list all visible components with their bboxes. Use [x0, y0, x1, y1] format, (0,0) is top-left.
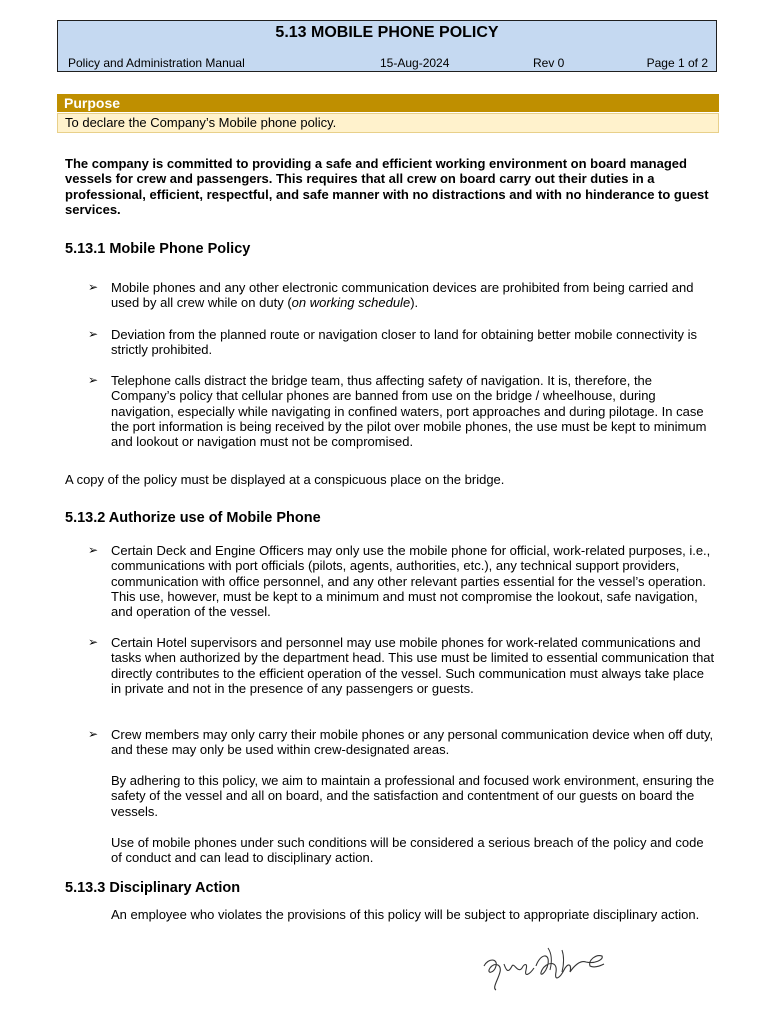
list-item: [88, 543, 716, 619]
page-title: 5.13 MOBILE PHONE POLICY: [275, 24, 499, 41]
intro-paragraph: The company is committed to providing a safe and efficient working environment on board managed vessels for crew and passengers. This requires that all crew on board carry out their duties in a professional, efficient, respectful, and safe manner with no distractions and with no hinderance to guest services.: [65, 156, 709, 217]
revision: Rev 0: [533, 56, 565, 70]
bullet-arrow-icon: ➢: [88, 543, 99, 557]
section-heading-5-13-3: 5.13.3 Disciplinary Action: [65, 880, 241, 896]
bullet-arrow-icon: ➢: [88, 373, 99, 387]
list-item: [88, 280, 716, 311]
list-item: [88, 727, 716, 758]
purpose-label: Purpose: [57, 94, 719, 112]
policy-display-note: A copy of the policy must be displayed at a conspicuous place on the bridge.: [65, 472, 505, 487]
bullet-text-end: ).: [410, 295, 419, 311]
disciplinary-text: An employee who violates the provisions of this policy will be subject to appropriate disciplinary action.: [111, 907, 700, 922]
bullet-emphasis: on working schedule: [291, 295, 411, 311]
issue-date: 15-Aug-2024: [380, 56, 450, 70]
list-item: [88, 373, 716, 449]
signature-icon: [478, 944, 608, 994]
bullet-arrow-icon: ➢: [88, 280, 99, 294]
section-heading-5-13-2: 5.13.2 Authorize use of Mobile Phone: [65, 510, 321, 526]
bullet-text: Deviation from the planned route or navigation closer to land for obtaining better mobile connectivity is strictly prohibited.: [111, 327, 698, 358]
bullet-text: Certain Hotel supervisors and personnel may use mobile phones for work-related communications and tasks when authorized by the department head. This use must be limited to essential communication that directly contributes to the efficient operation of the vessel. Such communication must always take place in private and not in the presence of any passengers or guests.: [111, 635, 715, 696]
bullet-arrow-icon: ➢: [88, 327, 99, 341]
bullet-text: Certain Deck and Engine Officers may only use the mobile phone for official, work-related purposes, i.e., communications with port officials (pilots, agents, authorities, etc.), any technical support providers, communication with office personnel, and any other relevant parties essential for the vessel’s operation. This use, however, must be kept to a minimum and must not compromise the lookout, safe navigation, and operation of the vessel.: [111, 543, 711, 620]
bullet-arrow-icon: ➢: [88, 727, 99, 741]
manual-name: Policy and Administration Manual: [68, 56, 245, 70]
purpose-text: To declare the Company’s Mobile phone policy.: [57, 113, 719, 133]
breach-paragraph: Use of mobile phones under such conditions will be considered a serious breach of the policy and code of conduct and can lead to disciplinary action.: [111, 835, 704, 866]
list-item: [88, 327, 716, 358]
document-header: [57, 20, 717, 72]
policy-aim-paragraph: By adhering to this policy, we aim to maintain a professional and focused work environment, ensuring the safety of the vessel and all on board, and the satisfaction and contentment of our guests on board the vessels.: [111, 773, 715, 819]
list-item: [88, 635, 716, 696]
bullet-text: Telephone calls distract the bridge team, thus affecting safety of navigation. It is, therefore, the Company’s policy that cellular phones are banned from use on the bridge / wheelhouse, during navigation, especially while navigating in confined waters, port approaches and during pilotage. In case the port information is being received by the pilot over mobile phones, the use must be kept to minimum and lookout or navigation must not be compromised.: [111, 373, 707, 450]
section-heading-5-13-1: 5.13.1 Mobile Phone Policy: [65, 241, 251, 257]
bullet-arrow-icon: ➢: [88, 635, 99, 649]
bullet-text: Crew members may only carry their mobile phones or any personal communication device when off duty, and these may only be used within crew-designated areas.: [111, 727, 714, 758]
bullet-text: Mobile phones and any other electronic communication devices are prohibited from being carried and used by all crew while on duty (: [111, 280, 694, 311]
page-number: Page 1 of 2: [646, 56, 708, 70]
